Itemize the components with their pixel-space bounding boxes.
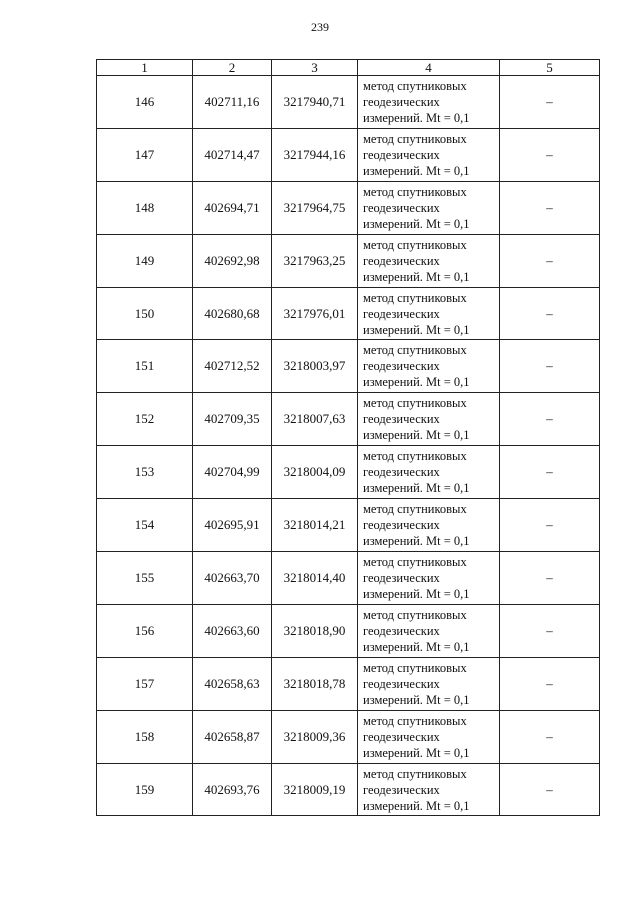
method-text-line: измерений. Mt = 0,1: [363, 745, 470, 760]
y-coordinate-cell: 3218003,97: [272, 340, 358, 393]
method-text-line: измерений. Mt = 0,1: [363, 322, 470, 337]
point-number-cell: 146: [97, 76, 193, 129]
note-cell: –: [500, 76, 600, 129]
method-text-line: геодезических: [363, 306, 440, 321]
method-text-line: измерений. Mt = 0,1: [363, 216, 470, 231]
note-cell: –: [500, 710, 600, 763]
point-number-cell: 156: [97, 604, 193, 657]
method-cell: [358, 710, 500, 763]
table-row: [97, 499, 600, 552]
table-row: [97, 393, 600, 446]
table-row: [97, 234, 600, 287]
point-number-cell: 147: [97, 128, 193, 181]
method-text-line: геодезических: [363, 518, 440, 533]
method-text-line: измерений. Mt = 0,1: [363, 798, 470, 813]
point-number-cell: 150: [97, 287, 193, 340]
table-row: [97, 287, 600, 340]
method-cell: [358, 76, 500, 129]
method-text-line: метод спутниковых: [363, 607, 467, 622]
method-text-line: метод спутниковых: [363, 131, 467, 146]
y-coordinate-cell: 3218014,21: [272, 499, 358, 552]
note-cell: –: [500, 393, 600, 446]
method-text-line: метод спутниковых: [363, 78, 467, 93]
method-text-line: метод спутниковых: [363, 290, 467, 305]
y-coordinate-cell: 3217940,71: [272, 76, 358, 129]
column-header-4: 4: [358, 60, 500, 76]
note-cell: –: [500, 340, 600, 393]
x-coordinate-cell: 402692,98: [193, 234, 272, 287]
y-coordinate-cell: 3218018,78: [272, 657, 358, 710]
method-cell: [358, 657, 500, 710]
method-text-line: измерений. Mt = 0,1: [363, 428, 470, 443]
method-cell: [358, 604, 500, 657]
column-header-5: 5: [500, 60, 600, 76]
column-header-3: 3: [272, 60, 358, 76]
method-text-line: геодезических: [363, 94, 440, 109]
x-coordinate-cell: 402711,16: [193, 76, 272, 129]
point-number-cell: 149: [97, 234, 193, 287]
point-number-cell: 154: [97, 499, 193, 552]
table-row: [97, 340, 600, 393]
method-cell: [358, 393, 500, 446]
y-coordinate-cell: 3218018,90: [272, 604, 358, 657]
method-text-line: измерений. Mt = 0,1: [363, 586, 470, 601]
method-text-line: метод спутниковых: [363, 554, 467, 569]
method-cell: [358, 234, 500, 287]
table-header-row: [97, 60, 600, 76]
method-text-line: геодезических: [363, 412, 440, 427]
method-cell: [358, 287, 500, 340]
method-text-line: геодезических: [363, 782, 440, 797]
y-coordinate-cell: 3217944,16: [272, 128, 358, 181]
note-cell: –: [500, 763, 600, 816]
method-text-line: метод спутниковых: [363, 449, 467, 464]
note-cell: –: [500, 499, 600, 552]
x-coordinate-cell: 402694,71: [193, 181, 272, 234]
method-text-line: геодезических: [363, 570, 440, 585]
coordinates-table: [96, 59, 600, 816]
note-cell: –: [500, 604, 600, 657]
column-header-2: 2: [193, 60, 272, 76]
method-text-line: метод спутниковых: [363, 502, 467, 517]
method-text-line: геодезических: [363, 676, 440, 691]
method-cell: [358, 128, 500, 181]
method-text-line: измерений. Mt = 0,1: [363, 110, 470, 125]
table-row: [97, 763, 600, 816]
y-coordinate-cell: 3218009,19: [272, 763, 358, 816]
note-cell: –: [500, 446, 600, 499]
method-text-line: геодезических: [363, 359, 440, 374]
y-coordinate-cell: 3218014,40: [272, 552, 358, 605]
x-coordinate-cell: 402658,87: [193, 710, 272, 763]
table-body: [97, 76, 600, 816]
method-cell: [358, 340, 500, 393]
table-row: [97, 604, 600, 657]
method-cell: [358, 763, 500, 816]
note-cell: –: [500, 128, 600, 181]
method-text-line: геодезических: [363, 623, 440, 638]
table-row: [97, 446, 600, 499]
method-text-line: измерений. Mt = 0,1: [363, 534, 470, 549]
method-text-line: метод спутниковых: [363, 766, 467, 781]
method-text-line: метод спутниковых: [363, 396, 467, 411]
method-text-line: геодезических: [363, 729, 440, 744]
x-coordinate-cell: 402712,52: [193, 340, 272, 393]
method-text-line: измерений. Mt = 0,1: [363, 481, 470, 496]
method-cell: [358, 181, 500, 234]
note-cell: –: [500, 287, 600, 340]
method-text-line: геодезических: [363, 200, 440, 215]
method-text-line: метод спутниковых: [363, 660, 467, 675]
x-coordinate-cell: 402693,76: [193, 763, 272, 816]
y-coordinate-cell: 3217963,25: [272, 234, 358, 287]
method-text-line: метод спутниковых: [363, 237, 467, 252]
point-number-cell: 148: [97, 181, 193, 234]
y-coordinate-cell: 3218007,63: [272, 393, 358, 446]
y-coordinate-cell: 3218004,09: [272, 446, 358, 499]
method-text-line: метод спутниковых: [363, 184, 467, 199]
point-number-cell: 152: [97, 393, 193, 446]
table-row: [97, 657, 600, 710]
x-coordinate-cell: 402704,99: [193, 446, 272, 499]
page-number: 239: [311, 20, 329, 34]
table-row: [97, 552, 600, 605]
table-row: [97, 128, 600, 181]
x-coordinate-cell: 402714,47: [193, 128, 272, 181]
point-number-cell: 153: [97, 446, 193, 499]
method-text-line: геодезических: [363, 465, 440, 480]
y-coordinate-cell: 3217964,75: [272, 181, 358, 234]
method-cell: [358, 446, 500, 499]
method-text-line: измерений. Mt = 0,1: [363, 163, 470, 178]
note-cell: –: [500, 181, 600, 234]
point-number-cell: 151: [97, 340, 193, 393]
method-text-line: измерений. Mt = 0,1: [363, 639, 470, 654]
x-coordinate-cell: 402658,63: [193, 657, 272, 710]
method-text-line: метод спутниковых: [363, 343, 467, 358]
table-row: [97, 710, 600, 763]
y-coordinate-cell: 3217976,01: [272, 287, 358, 340]
x-coordinate-cell: 402695,91: [193, 499, 272, 552]
method-cell: [358, 499, 500, 552]
x-coordinate-cell: 402709,35: [193, 393, 272, 446]
note-cell: –: [500, 234, 600, 287]
method-text-line: геодезических: [363, 147, 440, 162]
method-text-line: измерений. Mt = 0,1: [363, 692, 470, 707]
point-number-cell: 158: [97, 710, 193, 763]
x-coordinate-cell: 402663,70: [193, 552, 272, 605]
method-text-line: метод спутниковых: [363, 713, 467, 728]
point-number-cell: 157: [97, 657, 193, 710]
method-text-line: геодезических: [363, 253, 440, 268]
method-text-line: измерений. Mt = 0,1: [363, 375, 470, 390]
x-coordinate-cell: 402680,68: [193, 287, 272, 340]
table-row: [97, 76, 600, 129]
table-row: [97, 181, 600, 234]
column-header-1: 1: [97, 60, 193, 76]
method-cell: [358, 552, 500, 605]
note-cell: –: [500, 552, 600, 605]
method-text-line: измерений. Mt = 0,1: [363, 269, 470, 284]
point-number-cell: 155: [97, 552, 193, 605]
point-number-cell: 159: [97, 763, 193, 816]
y-coordinate-cell: 3218009,36: [272, 710, 358, 763]
note-cell: –: [500, 657, 600, 710]
x-coordinate-cell: 402663,60: [193, 604, 272, 657]
